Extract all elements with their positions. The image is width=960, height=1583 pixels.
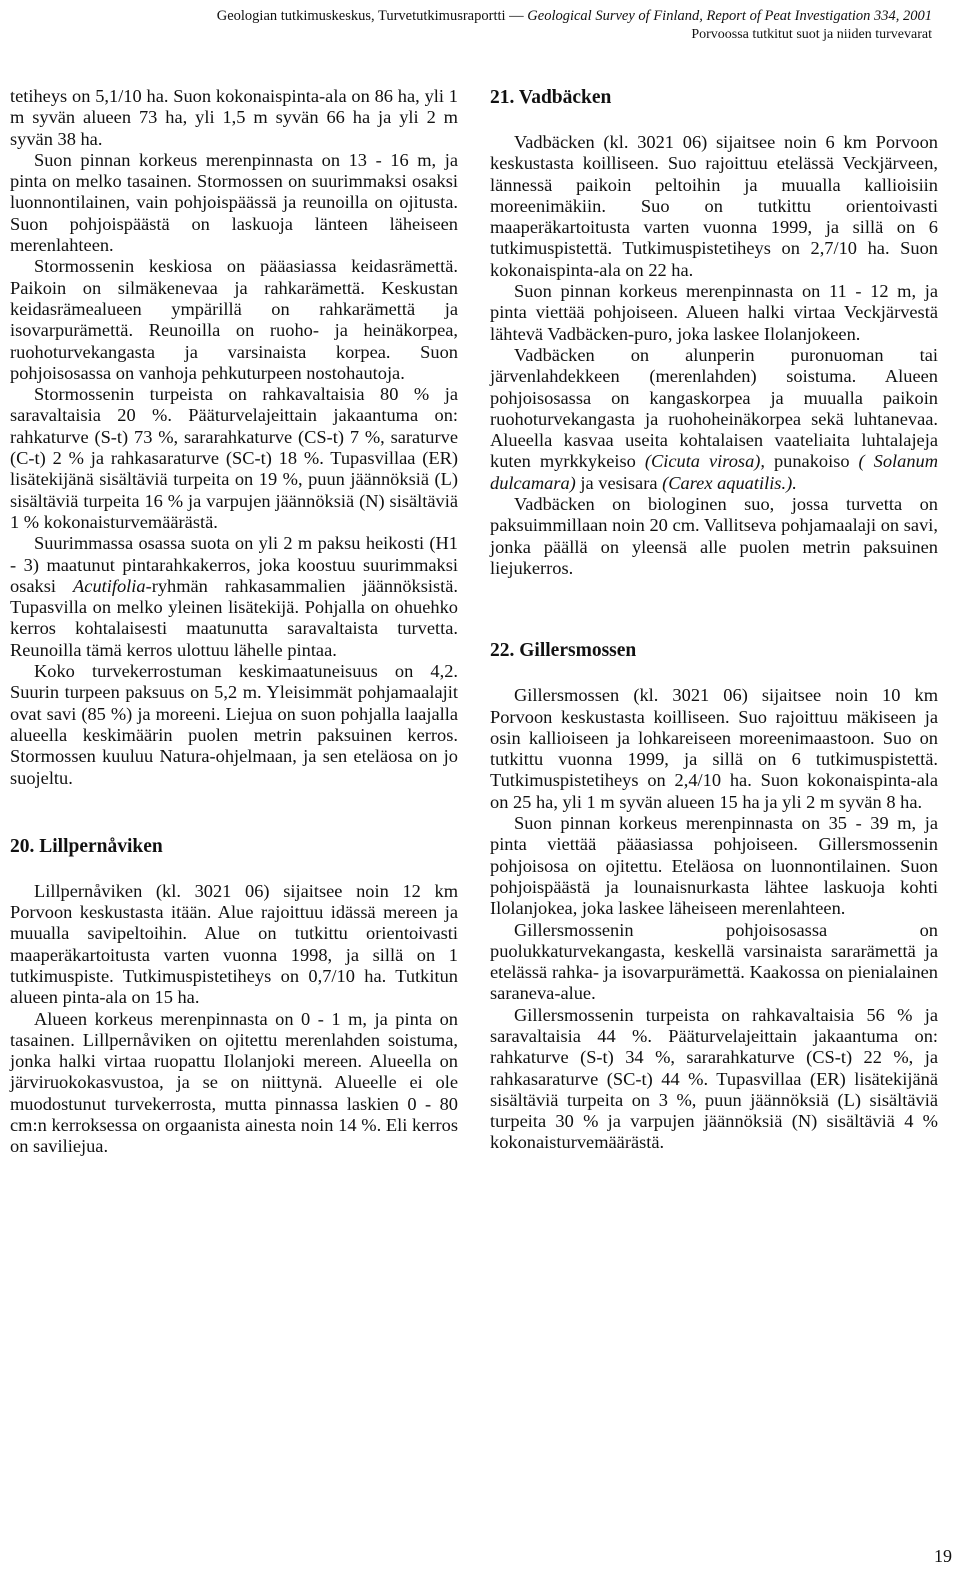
left-paragraph-6: Koko turvekerrostuman keskimaatuneisuus on 4,2. Suurin turpeen paksuus on 5,2 m. Yleisimmät pohjamaalajit ovat savi (85 %) ja moreeni. Liejua on suon pohjalla laajalla alueella keskimäärin puolen metrin paksuinen kerros. Stormossen kuuluu Natura-ohjelmaan, ja sen eteläosa on jo suojeltu. [10, 661, 458, 788]
left-paragraph-4: Stormossenin turpeista on rahkavaltaisia 80 % ja saravaltaisia 20 %. Pääturvelajeittain jakaantuma on: rahkaturve (S-t) 73 %, sararahkaturve (CS-t) 7 %, saraturve (C-t) 2 % ja rahkasaraturve (SC-t) 18 %. Tupasvillaa (ER) lisätekijänä sisältäviä turpeita on 19 %, puun jäännöksiä (L) sisältäviä turpeita 16 % ja varpujen jäännöksiä (N) sisältäviä 1 % kokonaisturvemäärästä. [10, 384, 458, 532]
right-paragraph-3-text-b: punakoiso [765, 451, 859, 472]
right-paragraph-3-italic-2: ( Solanum dulcamara) [490, 451, 939, 493]
left-paragraph-5-italic: Acutifolia [73, 575, 146, 596]
right-column [490, 86, 938, 1154]
right-paragraph-3-italic-3: (Carex aquatilis.). [662, 472, 797, 493]
left-paragraph-5-text-a: Suurimmassa osassa suota on yli 2 m paksu heikosti (H1 - 3) maatunut pintarahkakerros, joka koostuu suurimmaksi osaksi [10, 533, 458, 596]
page-number: 19 [934, 1546, 952, 1566]
left-paragraph-3: Stormossenin keskiosa on pääasiassa keidasrämettä. Paikoin on silmäkenevaa ja rahkarämettä. Keskustan keidasrämealueen ympärillä on rahkarämettä ja isovarpurämettä. Reunoilla on ruoho- ja heinäkorpea, ruohoturvekangasta ja varsinaista korpea. Suon pohjoisosassa on vanhoja pehkuturpeen nostohautoja. [10, 256, 458, 383]
right-paragraph-3 [490, 345, 938, 494]
right-paragraph-3-italic-1: (Cicuta virosa), [644, 451, 765, 472]
right-paragraph-6: Suon pinnan korkeus merenpinnasta on 35 - 39 m, ja pinta viettää pääasiassa pohjoiseen. Gillersmossenin pohjoisosa on ojitettu. Eteläosa on luonnontilainen. Suon pohjoispäästä ja lounaisnurkasta lähtee laskuoja kohti Ilolanjokea, joka laskee läheiseen merenlahteen. [490, 813, 938, 919]
left-paragraph-5-text-b: -ryhmän rahkasammalien jäännöksistä. Tupasvilla on melko yleinen lisätekijä. Pohjalla on ohuehko kerros kohtalaisesti maatunutta saravaltaista turvetta. Reunoilla tämä kerros ulottuu lähelle pintaa. [10, 575, 459, 660]
right-paragraph-1: Vadbäcken (kl. 3021 06) sijaitsee noin 6 km Porvoon keskustasta koilliseen. Suo rajoittuu etelässä Veckjärveen, lännessä paikoin peltoihin ja muualla kallioisiin moreenimäkiin. Suo on tutkittu orientoivasti maaperäkartoitusta varten vuonna 1999, ja sillä on 6 tutkimuspistettä. Tutkimuspistetiheys on 2,7/10 ha. Suon kokonaispinta-ala on 22 ha. [490, 132, 938, 280]
right-paragraph-3-text-c: ja vesisara [575, 472, 663, 493]
header-series-line [32, 6, 932, 26]
left-paragraph-1: tetiheys on 5,1/10 ha. Suon kokonaispinta-ala on 86 ha, yli 1 m syvän alueen 73 ha, yli 1,5 m syvän 66 ha ja yli 2 m syvän 38 ha. [10, 86, 458, 149]
right-paragraph-5: Gillersmossen (kl. 3021 06) sijaitsee noin 10 km Porvoon keskustasta koilliseen. Suo rajoittuu mäkiseen ja osin kallioiseen ja lohkareiseen moreenimaastoon. Suo on tutkittu vuonna 1999, ja sillä on 6 tutkimuspistettä. Tutkimuspistetiheys on 2,4/10 ha. Suon kokonaispinta-ala on 25 ha, yli 1 m syvän alueen 15 ha ja yli 2 m syvän 8 ha. [490, 685, 938, 812]
section-heading-20: 20. Lillpernåviken [10, 835, 163, 857]
right-paragraph-2: Suon pinnan korkeus merenpinnasta on 11 - 12 m, ja pinta viettää pohjoiseen. Alueen halki virtaa Veckjärvestä lähtevä Vadbäcken-puro, joka laskee Ilolanjokeen. [490, 281, 938, 344]
header-series-en: Geological Survey of Finland, Report of Peat Investigation 334, 2001 [527, 8, 932, 24]
running-header [32, 6, 932, 44]
right-paragraph-3-text-a: Vadbäcken on alunperin puronuoman tai järvenlahdekkeen (merenlahden) soistuma. Alueen pohjoisosassa on kangaskorpea ja muualla paikoin ruohoturvekangasta ja ruohoheinäkorpea sekä luhtanevaa. Alueella kasvaa useita kohtalaisen vaateliaita luhtalajeja kuten myrkkykeiso [490, 344, 938, 472]
header-dash: — [505, 8, 528, 24]
left-paragraph-5 [10, 533, 458, 661]
left-column [10, 86, 458, 1158]
right-paragraph-4: Vadbäcken on biologinen suo, jossa turvetta on paksuimmillaan noin 20 cm. Vallitseva pohjamaalaji on savi, jonka päällä on yleensä alle puolen metrin paksuinen liejukerros. [490, 494, 938, 578]
header-series-fi: Geologian tutkimuskeskus, Turvetutkimusraportti [216, 8, 506, 24]
section-heading-22: 22. Gillersmossen [490, 640, 637, 662]
left-paragraph-2: Suon pinnan korkeus merenpinnasta on 13 - 16 m, ja pinta on melko tasainen. Stormossen on suurimmaksi osaksi luonnontilainen, vain pohjoispäässä ja reunoilla on ojitusta. Suon pohjoispäästä on laskuoja länteen läheiseen merenlahteen. [10, 149, 458, 256]
right-paragraph-8: Gillersmossenin turpeista on rahkavaltaisia 56 % ja saravaltaisia 44 %. Pääturvelajeittain jakaantuma on: rahkaturve (S-t) 34 %, sararahkaturve (CS-t) 22 %, ja rahkasaraturve (SC-t) 44 %. Tupasvillaa (ER) lisätekijänä sisältäviä turpeita on 3 %, puun jäännöksiä (L) sisältäviä turpeita 30 % ja varpujen jäännöksiä (N) sisältäviä 4 % kokonaisturvemäärästä. [490, 1004, 938, 1153]
header-subtitle: Porvoossa tutkitut suot ja niiden turvevarat [691, 27, 932, 42]
left-paragraph-8: Alueen korkeus merenpinnasta on 0 - 1 m, ja pinta on tasainen. Lillpernåviken on ojitettu merenlahden soistuma, jonka halki virtaa ruopattu Ilolanjoki mereen. Alueella on järviruokokasvustoa, ja se on niittynä. Alueelle ei ole muodostunut turvekerrosta, mutta pinnassa laskien 0 - 80 cm:n kerroksessa on orgaanista ainesta noin 14 %. Eli kerros on saviliejua. [10, 1008, 458, 1157]
section-heading-21: 21. Vadbäcken [490, 87, 612, 108]
right-paragraph-7: Gillersmossenin pohjoisosassa on puolukkaturvekangasta, keskellä varsinaista sararämettä ja etelässä rahka- ja isovarpurämettä. Kaakossa on pienialainen saraneva-alue. [490, 919, 938, 1004]
left-paragraph-7: Lillpernåviken (kl. 3021 06) sijaitsee noin 12 km Porvoon keskustasta itään. Alue rajoittuu idässä mereen ja muualla savipeltoihin. Alue on tutkittu orientoivasti maaperäkartoitusta varten vuonna 1998, ja sillä on 1 tutkimuspiste. Tutkimuspistetiheys on 0,7/10 ha. Tutkitun alueen pinta-ala on 15 ha. [10, 880, 458, 1008]
